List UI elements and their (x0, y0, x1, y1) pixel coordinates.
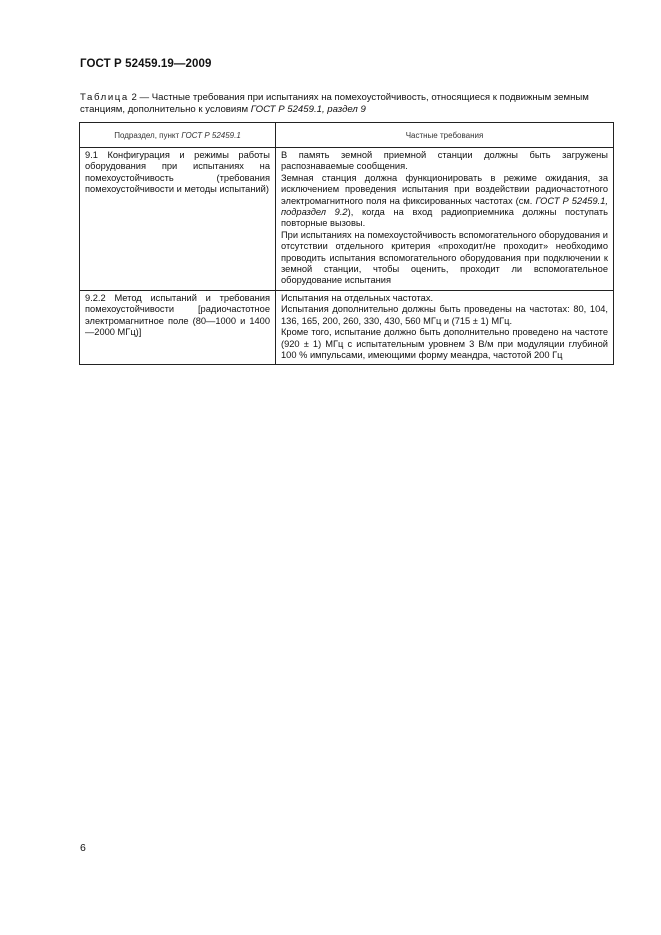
column-header-subsection-ref: ГОСТ Р 52459.1 (181, 130, 241, 140)
table-header-row (80, 123, 614, 148)
column-header-subsection (80, 123, 276, 148)
table-caption-label: Таблица (80, 92, 129, 103)
table-caption (80, 92, 616, 116)
table-row (80, 290, 614, 364)
subsection-cell: 9.1 Конфигурация и режимы работы оборудования при испытаниях на помехоустойчивость (требования помехоустойчивости и методы испытаний) (80, 148, 276, 291)
subsection-cell: 9.2.2 Метод испытаний и требования помехоустойчивости [радиочастотное электромагнитное поле (80—1000 и 1400—2000 МГц)] (80, 290, 276, 364)
column-header-subsection-prefix: Подраздел, пункт (114, 130, 182, 140)
requirement-paragraph: Кроме того, испытание должно быть дополнительно проведено на частоте (920 ± 1) МГц с испытательным уровнем 3 В/м при модуляции глубиной 100 % импульсами, имеющими форму меандра, частотой 200 Гц (281, 327, 608, 360)
document-header: ГОСТ Р 52459.19—2009 (80, 58, 212, 70)
requirement-text: ), когда на вход радиоприемника должны поступать повторные вызовы. (281, 207, 608, 229)
requirement-paragraph: При испытаниях на помехоустойчивость вспомогательного оборудования и отсутствии отдельного критерия «проходит/не проходит» необходимо проводить испытания вспомогательного оборудования при подключении к земной станции, чтобы оценить, проходит ли вспомогательное оборудование испытания (281, 229, 608, 286)
requirements-table (79, 122, 614, 365)
requirement-reference: ГОСТ Р 52459.1, подраздел 9.2 (281, 195, 608, 218)
requirements-cell (276, 148, 614, 291)
requirement-paragraph: Испытания дополнительно должны быть проведены на частотах: 80, 104, 136, 165, 200, 260, 330, 430, 560 МГц и (715 ± 1) МГц. (281, 304, 608, 326)
column-header-requirements: Частные требования (276, 123, 614, 148)
requirement-paragraph: Испытания на отдельных частотах. (281, 292, 434, 303)
table-caption-reference: ГОСТ Р 52459.1, раздел 9 (250, 104, 366, 115)
requirements-cell (276, 290, 614, 364)
page-number: 6 (80, 842, 86, 854)
requirement-text: Земная станция должна функционировать в режиме ожидания, за исключением проведения испытания при воздействии радиочастотного электромагнитного поля на фиксированных частотах (см. (281, 172, 608, 206)
table-row (80, 148, 614, 291)
requirement-paragraph (281, 173, 608, 230)
requirement-paragraph: В память земной приемной станции должны быть загружены распознаваемые сообщения. (281, 150, 608, 172)
table-caption-text: 2 — Частные требования при испытаниях на помехоустойчивость, относящиеся к подвижным земным станциям, дополнительно к условиям (80, 92, 589, 115)
